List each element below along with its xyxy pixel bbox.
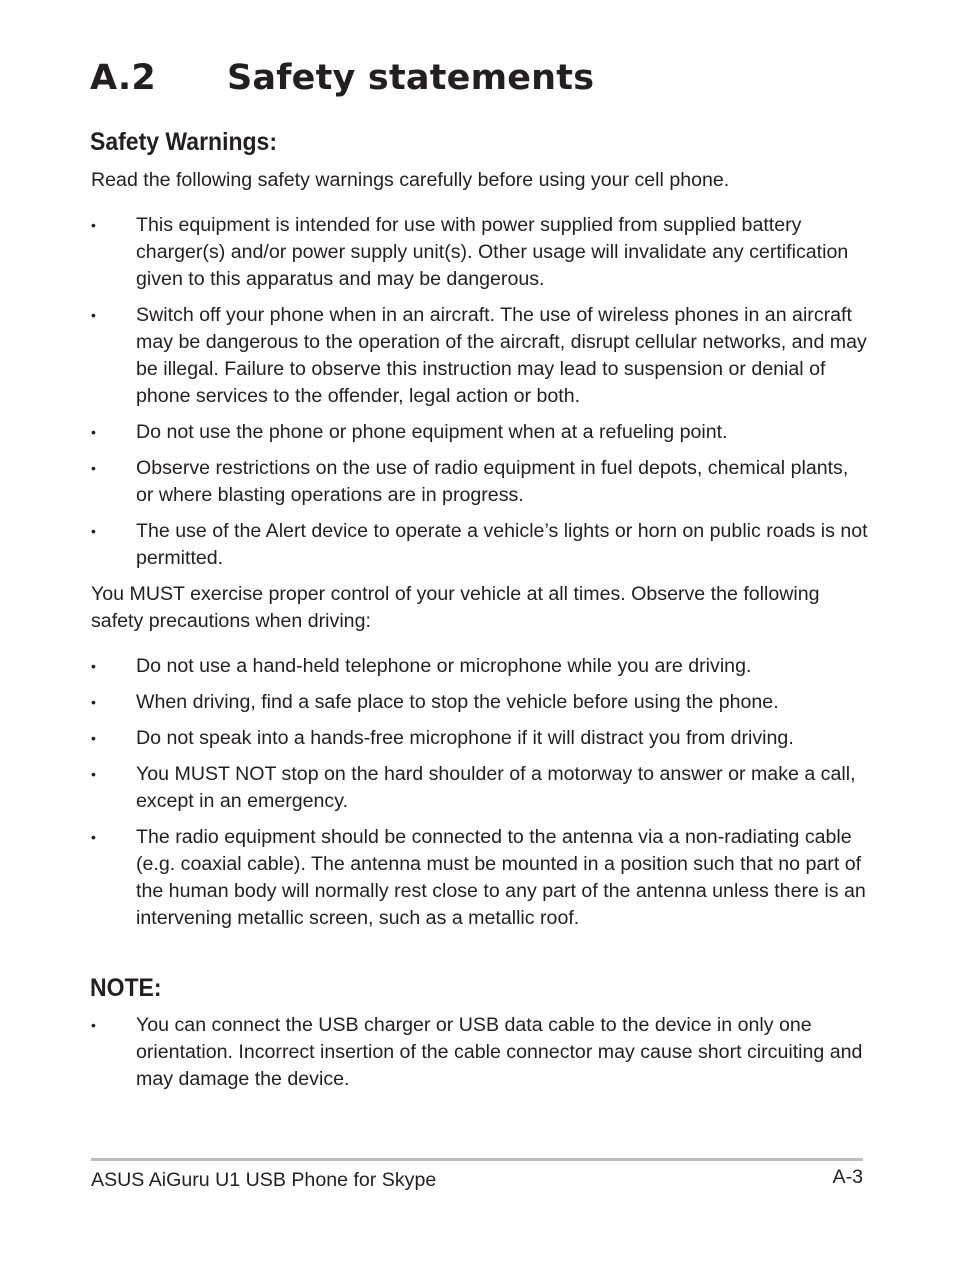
driving-precautions-list	[91, 653, 871, 941]
list-item-text: You can connect the USB charger or USB data cable to the device in only one orientation. Incorrect insertion of the cable connector may cause short circuiting and may damage the device.	[136, 1014, 863, 1090]
list-item	[91, 302, 871, 410]
list-item-text: Do not use a hand-held telephone or microphone while you are driving.	[136, 655, 752, 677]
section-title	[90, 50, 594, 106]
list-item	[91, 1012, 871, 1093]
note-list	[91, 1012, 871, 1102]
list-item	[91, 725, 871, 752]
list-item	[91, 689, 871, 716]
bullet-icon: •	[91, 1017, 96, 1033]
footer-divider	[91, 1158, 863, 1161]
bullet-icon: •	[91, 730, 96, 746]
page-number: A-3	[832, 1166, 863, 1188]
bullet-icon: •	[91, 307, 96, 323]
list-item	[91, 761, 871, 815]
list-item-text: The radio equipment should be connected to the antenna via a non-radiating cable (e.g. coaxial cable). The antenna must be mounted in a position such that no part of the human body will normally rest close to any part of the antenna unless there is an intervening metallic screen, such as a metallic roof.	[136, 826, 866, 929]
bullet-icon: •	[91, 424, 96, 440]
list-item	[91, 518, 871, 572]
list-item-text: This equipment is intended for use with power supplied from supplied battery charger(s) and/or power supply unit(s). Other usage will invalidate any certification given to this apparatus and may be dangerous.	[136, 214, 849, 290]
bullet-icon: •	[91, 694, 96, 710]
list-item	[91, 455, 871, 509]
footer-product-name: ASUS AiGuru U1 USB Phone for Skype	[91, 1169, 437, 1191]
list-item-text: You MUST NOT stop on the hard shoulder of a motorway to answer or make a call, except in an emergency.	[136, 763, 856, 812]
bullet-icon: •	[91, 460, 96, 476]
bullet-icon: •	[91, 766, 96, 782]
safety-warnings-list	[91, 212, 871, 581]
list-item-text: The use of the Alert device to operate a vehicle’s lights or horn on public roads is not permitted.	[136, 520, 868, 569]
list-item	[91, 212, 871, 293]
list-item-text: Observe restrictions on the use of radio equipment in fuel depots, chemical plants, or where blasting operations are in progress.	[136, 457, 849, 506]
list-item	[91, 824, 871, 932]
list-item-text: When driving, find a safe place to stop the vehicle before using the phone.	[136, 691, 779, 713]
list-item-text: Switch off your phone when in an aircraft. The use of wireless phones in an aircraft may be dangerous to the operation of the aircraft, disrupt cellular networks, and may be illegal. Failure to observe this instruction may lead to suspension or denial of phone services to the offender, legal action or both.	[136, 304, 867, 407]
bullet-icon: •	[91, 658, 96, 674]
list-item-text: Do not use the phone or phone equipment when at a refueling point.	[136, 421, 728, 443]
driving-intro: You MUST exercise proper control of your vehicle at all times. Observe the following safety precautions when driving:	[91, 583, 820, 632]
bullet-icon: •	[91, 829, 96, 845]
warnings-intro: Read the following safety warnings carefully before using your cell phone.	[91, 169, 730, 191]
bullet-icon: •	[91, 217, 96, 233]
list-item	[91, 419, 871, 446]
list-item-text: Do not speak into a hands-free microphone if it will distract you from driving.	[136, 727, 794, 749]
note-heading: NOTE:	[90, 974, 162, 1002]
safety-warnings-heading: Safety Warnings:	[90, 128, 278, 156]
list-item	[91, 653, 871, 680]
section-title-text: Safety statements	[227, 58, 595, 98]
bullet-icon: •	[91, 523, 96, 539]
section-number: A.2	[90, 58, 156, 98]
